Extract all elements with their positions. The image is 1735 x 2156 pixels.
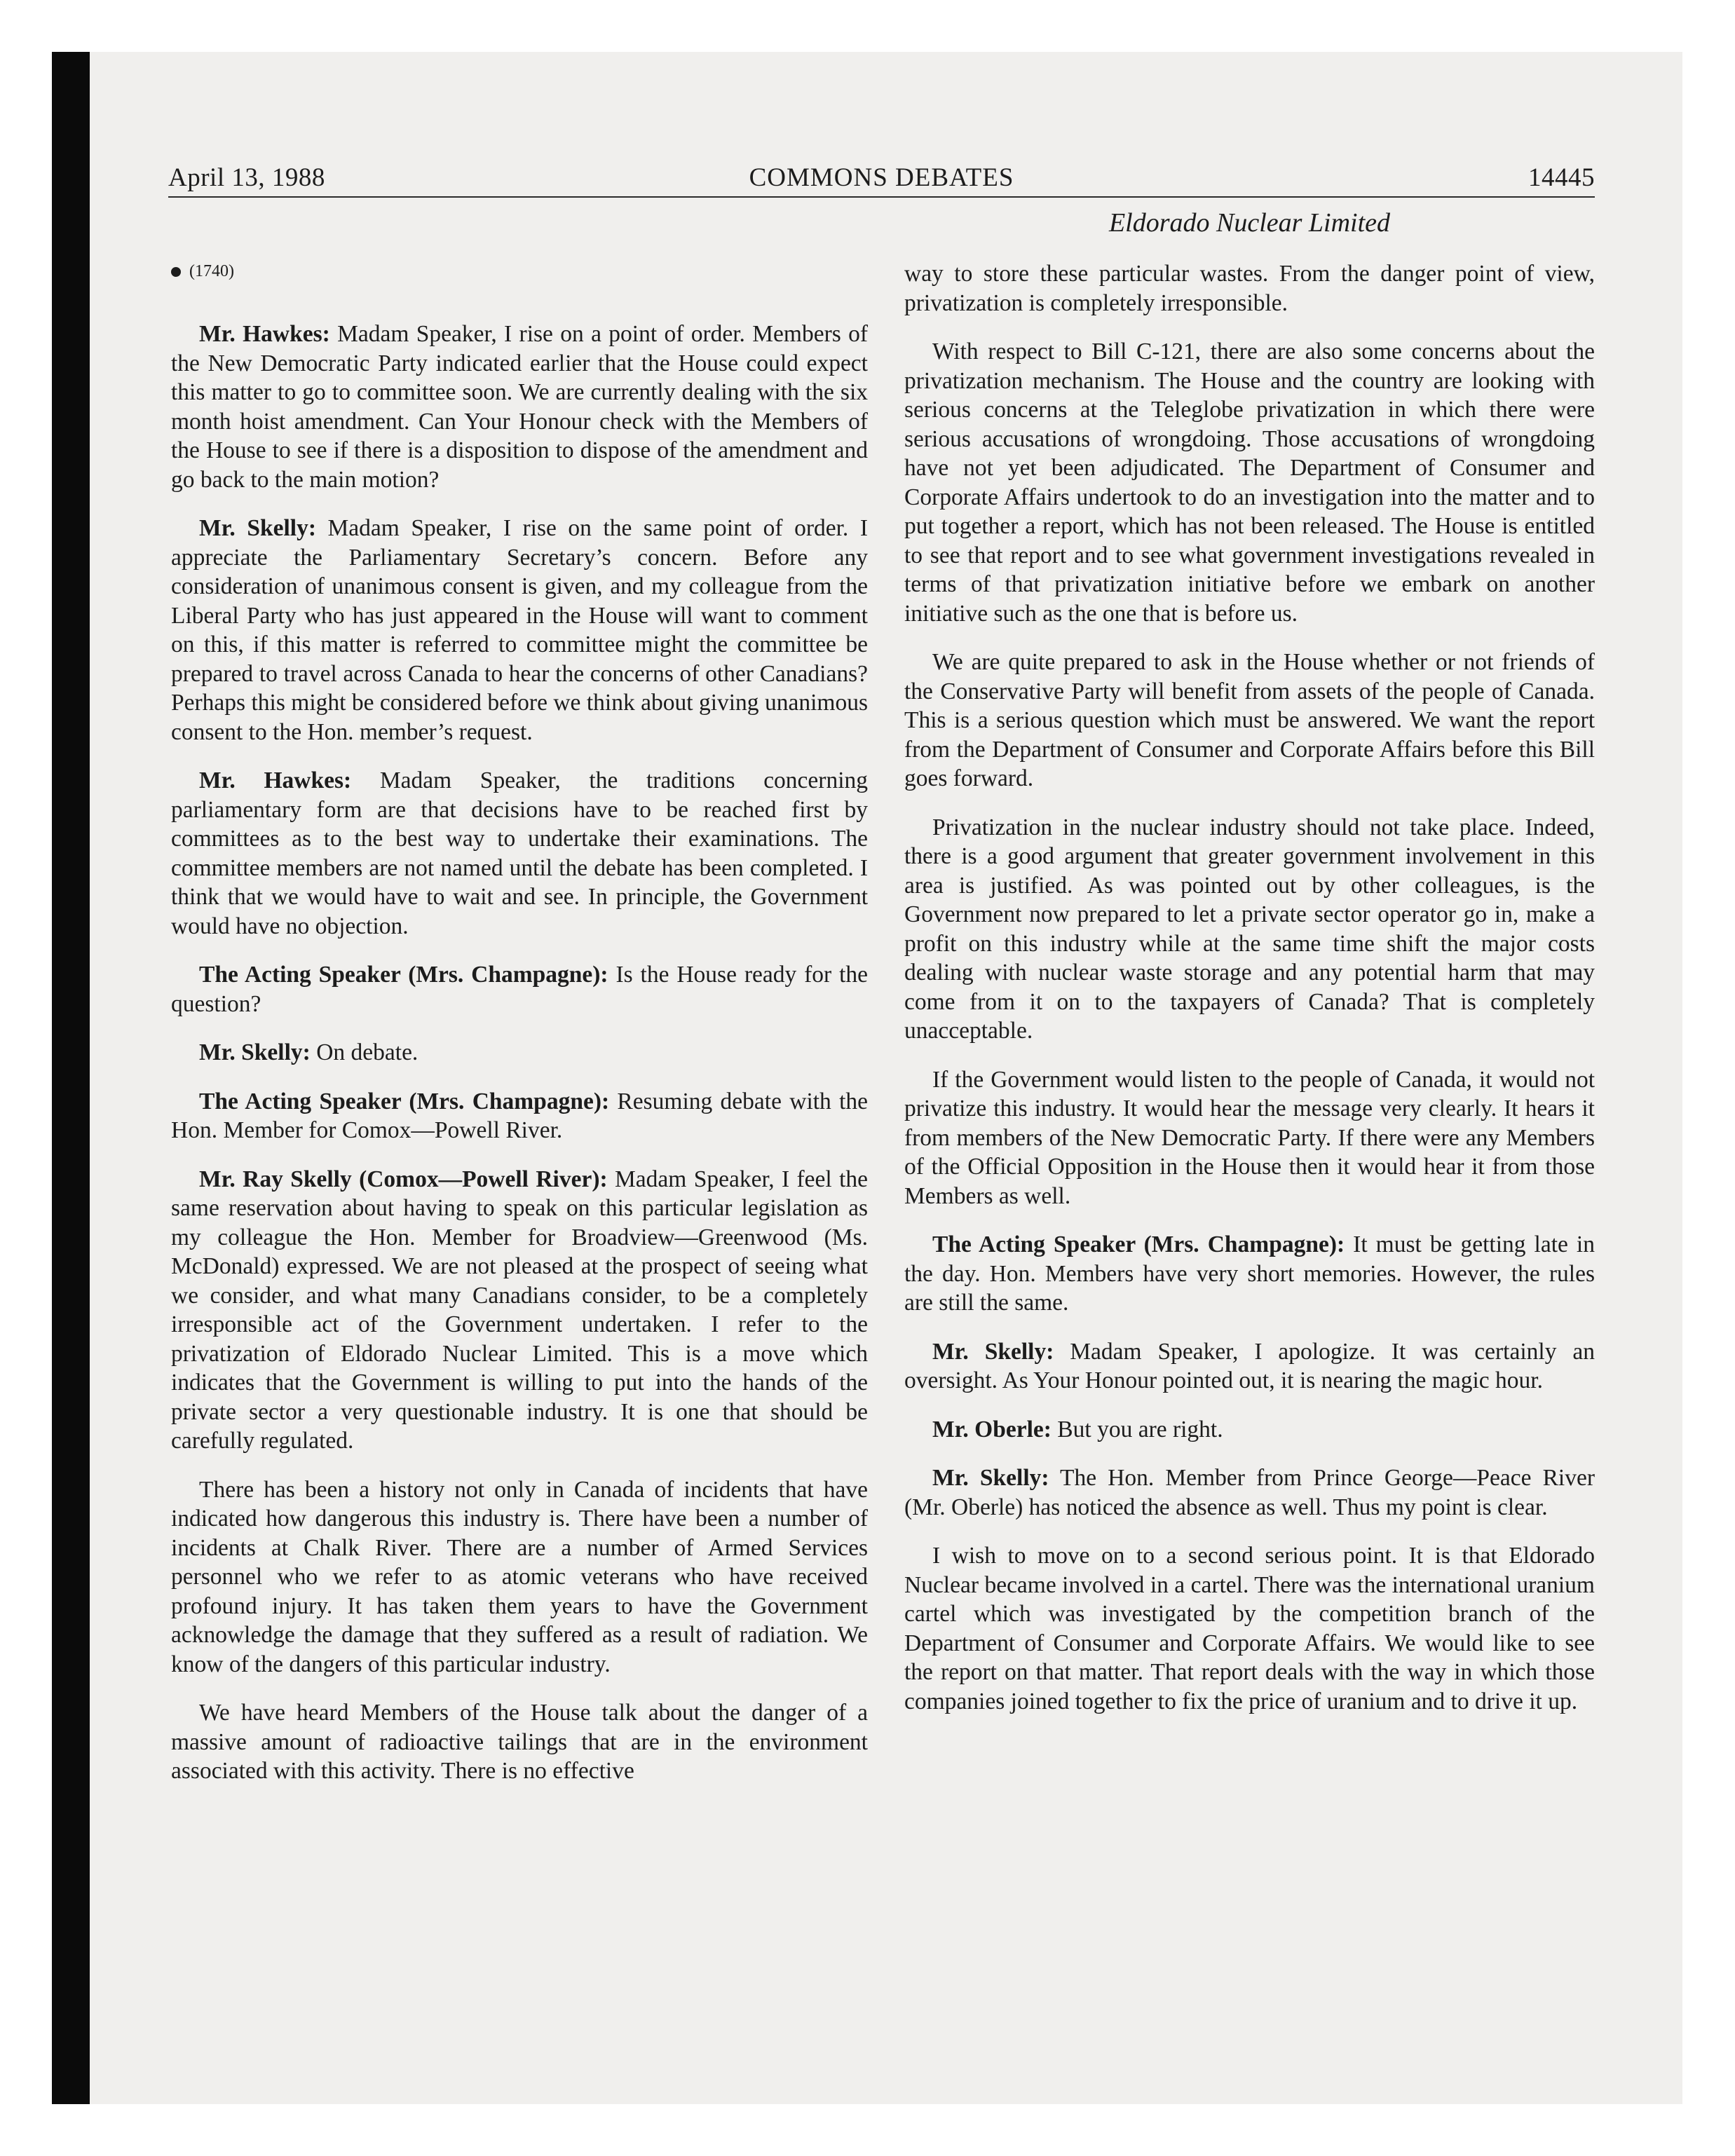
bullet-icon: [171, 267, 181, 277]
paragraph-text: Is the House ready for the question?: [171, 962, 868, 1017]
paragraph: [904, 337, 1595, 628]
paragraph-text: I wish to move on to a second serious point. It is that Eldorado Nuclear became involved in a cartel. There was the international uranium cartel which was investigated by the competition branch of the Department of Consumer and Corporate Affairs. We would like to see the report on that matter. That report deals with the way in which those companies joined together to fix the price of uranium and to drive it up.: [904, 1543, 1595, 1714]
paragraph-text: With respect to Bill C-121, there are also some concerns about the privatization mechanism. The House and the country are looking with serious concerns at the Teleglobe privatization in which there were serious accusations of wrongdoing. Those accusations of wrongdoing have not yet been adjudicated. The Department of Consumer and Corporate Affairs undertook to do an investigation into the matter and to put together a report, which has not been released. The House is entitled to see that report and to see what government investigations revealed in terms of that privatization initiative before we embark on another initiative such as the one that is before us.: [904, 339, 1595, 627]
running-header: [168, 158, 1595, 198]
paragraph: [171, 1038, 868, 1067]
paragraph-text: Madam Speaker, the traditions concerning parliamentary form are that decisions have to be reached first by committees as to the best way to undertake their examinations. The committee members are not named until the debate has been completed. I think that we would have to wait and see. In principle, the Government would have no objection.: [171, 767, 869, 939]
speaker-name: The Acting Speaker (Mrs. Champagne):: [199, 962, 608, 988]
paragraph: [904, 1415, 1595, 1445]
paragraph-text: It must be getting late in the day. Hon. Members have very short memories. However, the rules are still the same.: [904, 1231, 1595, 1316]
header-date: April 13, 1988: [168, 163, 325, 192]
paragraph-text: There has been a history not only in Canada of incidents that have indicated how dangerous this industry is. There have been a number of incidents at Chalk River. There are a number of Armed Services personnel who we refer to as atomic veterans who have received profound injury. It has taken them years to have the Government acknowledge the damage that they suffered as a result of radiation. We know of the dangers of this particular industry.: [171, 1476, 868, 1677]
paragraph-text: way to store these particular wastes. From the danger point of view, privatization is completely irresponsible.: [904, 261, 1595, 316]
section-subject: Eldorado Nuclear Limited: [1108, 208, 1391, 238]
paragraph: [904, 1230, 1595, 1318]
speaker-name: The Acting Speaker (Mrs. Champagne):: [932, 1231, 1345, 1257]
speaker-name: Mr. Hawkes:: [199, 767, 352, 793]
time-marker: [171, 262, 234, 281]
paragraph: [171, 1698, 868, 1786]
paragraph: [171, 1087, 868, 1145]
paragraph: [904, 648, 1595, 793]
paragraph-text: If the Government would listen to the people of Canada, it would not privatize this industry. It would hear the message very clearly. It hears it from members of the New Democratic Party. If there were any Members of the Official Opposition in the House then it would hear it from those Members as well.: [904, 1066, 1595, 1209]
paragraph-text: On debate.: [310, 1039, 419, 1065]
paragraph-text: Madam Speaker, I rise on the same point of order. I appreciate the Parliamentary Secretary’s concern. Before any consideration of unanimous consent is given, and my colleague from the Liberal Party who has just appeared in the House will want to comment on this, if this matter is referred to committee might the committee be prepared to travel across Canada to hear the concerns of other Canadians? Perhaps this might be considered before we think about giving unanimous consent to the Hon. member’s request.: [171, 515, 868, 745]
paragraph-text: Madam Speaker, I feel the same reservation about having to speak on this particular legislation as my colleague the Hon. Member for Broadview—Greenwood (Ms. McDonald) expressed. We are not pleased at the prospect of seeing what we consider, and what many Canadians consider, to be a completely irresponsible act of the Government undertaken. I refer to the privatization of Eldorado Nuclear Limited. This is a move which indicates that the Government is willing to put into the hands of the private sector a very questionable industry. It is one that should be carefully regulated.: [171, 1166, 869, 1454]
paragraph: [171, 320, 868, 494]
paragraph-text: We have heard Members of the House talk about the danger of a massive amount of radioactive tailings that are in the environment associated with this activity. There is no effective: [171, 1700, 868, 1784]
paragraph: [171, 1165, 868, 1456]
header-publication: COMMONS DEBATES: [749, 163, 1014, 192]
paragraph: [171, 514, 868, 746]
header-page-number: 14445: [1528, 163, 1595, 192]
paragraph-text: We are quite prepared to ask in the House whether or not friends of the Conservative Party will benefit from assets of the people of Canada. This is a serious question which must be answered. We want the report from the Department of Consumer and Corporate Affairs before this Bill goes forward.: [904, 649, 1595, 791]
paragraph: [171, 960, 868, 1018]
paragraph: [904, 1337, 1595, 1396]
left-column: [171, 320, 868, 1806]
paragraph: [904, 813, 1595, 1046]
paragraph-text: Madam Speaker, I rise on a point of order. Members of the New Democratic Party indicated earlier that the House could expect this matter to go to committee soon. We are currently dealing with the six month hoist amendment. Can Your Honour check with the Members of the House to see if there is a disposition to dispose of the amendment and go back to the main motion?: [171, 321, 868, 493]
speaker-name: Mr. Skelly:: [199, 515, 316, 541]
speaker-name: Mr. Ray Skelly (Comox—Powell River):: [199, 1166, 608, 1192]
paragraph: [904, 1065, 1595, 1211]
paragraph: [904, 259, 1595, 318]
speaker-name: Mr. Skelly:: [932, 1338, 1054, 1365]
paragraph: [171, 1475, 868, 1679]
paragraph: [904, 1541, 1595, 1716]
paragraph: [171, 766, 868, 941]
paragraph: [904, 1464, 1595, 1522]
paragraph-text: But you are right.: [1051, 1416, 1223, 1442]
speaker-name: The Acting Speaker (Mrs. Champagne):: [199, 1088, 610, 1114]
paragraph-text: Resuming debate with the Hon. Member for Comox—Powell River.: [171, 1088, 869, 1143]
paragraph-text: Madam Speaker, I apologize. It was certainly an oversight. As Your Honour pointed out, it is nearing the magic hour.: [904, 1338, 1595, 1393]
right-column: [904, 259, 1595, 1735]
scan-binding-edge: [52, 52, 90, 2104]
speaker-name: Mr. Skelly:: [199, 1039, 311, 1065]
time-marker-label: (1740): [189, 262, 234, 280]
paragraph-text: Privatization in the nuclear industry should not take place. Indeed, there is a good argument that greater government involvement in this area is justified. As was pointed out by other colleagues, is the Government now prepared to let a private sector operator go in, make a profit on this industry while at the same time shift the major costs dealing with nuclear waste storage and any potential harm that may come from it on to the taxpayers of Canada? That is completely unacceptable.: [904, 814, 1595, 1044]
speaker-name: Mr. Oberle:: [932, 1416, 1052, 1442]
paragraph-text: The Hon. Member from Prince George—Peace River (Mr. Oberle) has noticed the absence as well. Thus my point is clear.: [904, 1465, 1595, 1520]
speaker-name: Mr. Skelly:: [932, 1465, 1049, 1491]
speaker-name: Mr. Hawkes:: [199, 321, 330, 347]
